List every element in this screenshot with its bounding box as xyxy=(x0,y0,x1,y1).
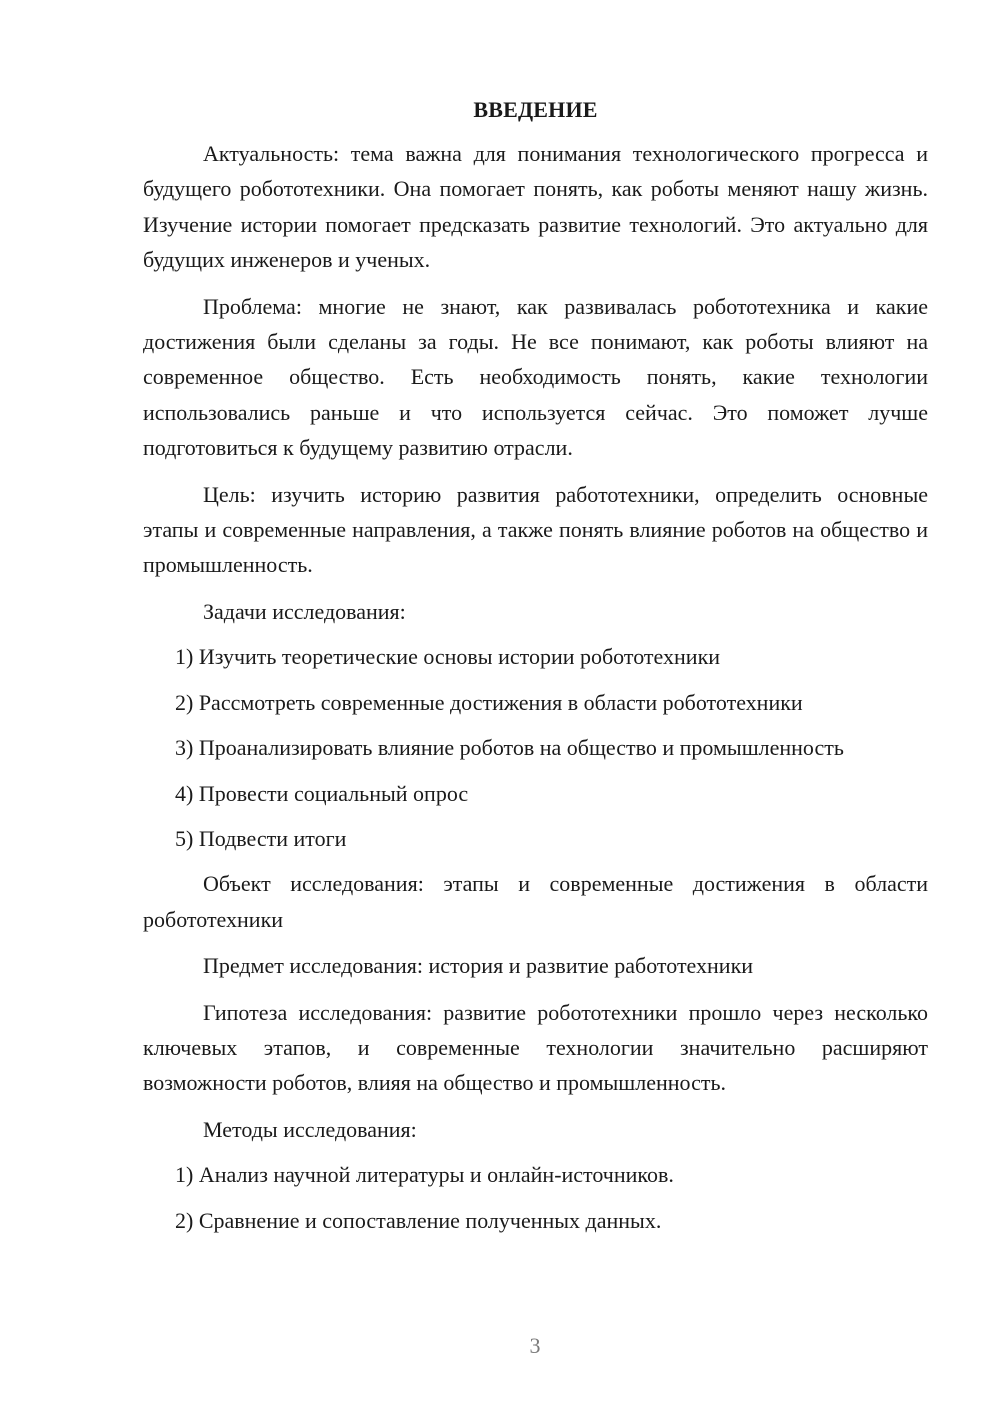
methods-heading: Методы исследования: xyxy=(203,1116,417,1142)
hypothesis-paragraph: Гипотеза исследования: развитие робототехники прошло через несколько ключевых этапов, и современные технологии значительно расширяют возможности роботов, влияя на общество и промышленность. xyxy=(143,999,928,1096)
method-item-2: 2) Сравнение и сопоставление полученных данных. xyxy=(175,1207,662,1233)
relevance-paragraph: Актуальность: тема важна для понимания технологического прогресса и будущего робототехники. Она помогает понять, как роботы меняют нашу жизнь. Изучение истории помогает предсказать развитие технологий. Это актуально для будущих инженеров и ученых. xyxy=(143,141,928,273)
object-paragraph: Объект исследования: этапы и современные достижения в области робототехники xyxy=(143,871,928,932)
task-item-2: 2) Рассмотреть современные достижения в области робототехники xyxy=(175,689,803,715)
goal-paragraph: Цель: изучить историю развития работотехники, определить основные этапы и современные направления, а также понять влияние роботов на общество и промышленность. xyxy=(143,481,928,578)
page-content xyxy=(143,92,928,1248)
method-item-1: 1) Анализ научной литературы и онлайн-источников. xyxy=(175,1162,674,1188)
tasks-heading: Задачи исследования: xyxy=(203,598,406,624)
subject-paragraph: Предмет исследования: история и развитие работотехники xyxy=(203,953,754,979)
task-item-4: 4) Провести социальный опрос xyxy=(175,780,469,806)
task-item-5: 5) Подвести итоги xyxy=(175,825,347,851)
task-item-1: 1) Изучить теоретические основы истории робототехники xyxy=(175,644,721,670)
page-number: 3 xyxy=(529,1333,541,1358)
section-title: ВВЕДЕНИЕ xyxy=(473,97,598,122)
problem-paragraph: Проблема: многие не знают, как развивалась робототехника и какие достижения были сделаны за годы. Не все понимают, как роботы влияют на современное общество. Есть необходимость понять, какие технологии использовались раньше и что используется сейчас. Это поможет лучше подготовиться к будущему развитию отрасли. xyxy=(143,293,928,461)
task-item-3: 3) Проанализировать влияние роботов на общество и промышленность xyxy=(175,735,844,761)
